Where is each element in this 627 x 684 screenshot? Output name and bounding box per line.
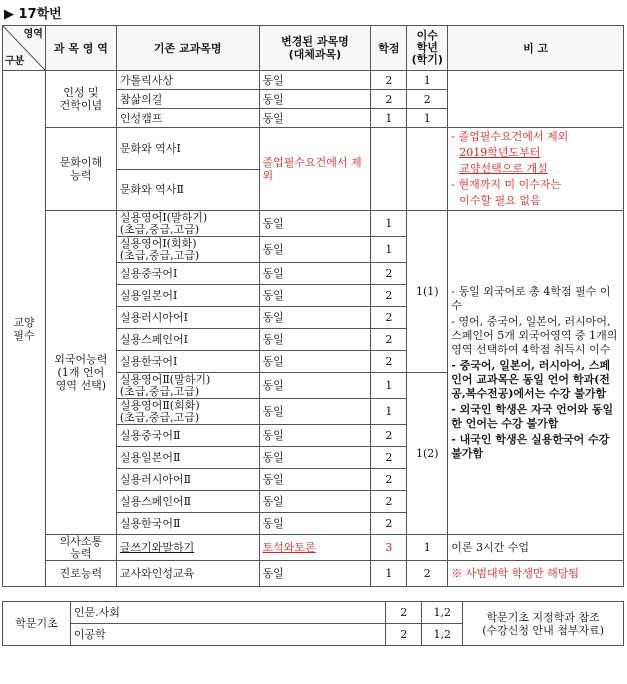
language-remark-line: - 영어, 중국어, 일본어, 러시아어, 스페인어 5개 외국어영역 중 1개의 영역 선택하여 4학점 취득시 이수 [451, 314, 618, 356]
header-changed-line1: 변경된 과목명 [281, 35, 349, 48]
course-existing: 실용스페인어Ⅰ [116, 329, 259, 351]
header-semester-line1: 이수 [416, 29, 438, 42]
academic-foundation-table [2, 601, 624, 646]
culture-remark-line: - 졸업필수요건에서 제외 [451, 130, 569, 143]
header-area-bottom: 구분 [5, 56, 25, 67]
course-existing: 실용일본어Ⅰ [116, 285, 259, 307]
course-changed: 동일 [259, 109, 371, 128]
foundation-credits: 2 [386, 602, 422, 624]
course-existing: 교사와인성교육 [116, 561, 259, 587]
table-row [3, 602, 624, 624]
header-row [3, 26, 624, 71]
course-credits: 3 [371, 535, 407, 561]
header-course-area: 과 목 영 역 [45, 26, 116, 71]
page-heading: ▶ 17학번 [4, 7, 62, 22]
course-changed: 동일 [259, 469, 371, 491]
course-changed: 동일 [259, 399, 371, 425]
course-existing: 실용한국어Ⅱ [116, 513, 259, 535]
header-changed-line2: (대체과목) [288, 48, 342, 61]
course-existing: 문화와 역사Ⅱ [116, 169, 259, 211]
course-existing: 실용일본어Ⅱ [116, 447, 259, 469]
course-existing: 실용영어Ⅰ(말하기) (초급,중급,고급) [116, 211, 259, 237]
course-credits: 2 [371, 71, 407, 90]
course-changed: 동일 [259, 90, 371, 109]
course-changed: 동일 [259, 447, 371, 469]
course-credits: 2 [371, 285, 407, 307]
foundation-semester: 1,2 [422, 602, 463, 624]
course-changed: 토석와토론 [259, 535, 371, 561]
foundation-name: 이공학 [70, 624, 385, 646]
course-semester: 1 [407, 109, 448, 128]
course-credits: 2 [371, 307, 407, 329]
header-remarks: 비 고 [448, 26, 624, 71]
course-credits: 2 [371, 329, 407, 351]
language-remarks [448, 211, 624, 535]
course-semester: 2 [407, 561, 448, 587]
table-row [3, 561, 624, 587]
course-changed: 동일 [259, 263, 371, 285]
language-remark-line: - 동일 외국어로 총 4학점 필수 이수 [451, 284, 611, 312]
course-changed: 동일 [259, 211, 371, 237]
language-remark-line: - 중국어, 일본어, 러시아어, 스페인어 교과목은 동일 언어 학과(전공,복수전공)에서는 수강 불가함 [451, 358, 611, 400]
course-changed: 동일 [259, 237, 371, 263]
course-existing: 실용영어Ⅱ(말하기) (초급,중급,고급) [116, 373, 259, 399]
course-changed: 동일 [259, 491, 371, 513]
header-semester [407, 26, 448, 71]
language-semester-1: 1(1) [407, 211, 448, 373]
course-changed: 동일 [259, 561, 371, 587]
culture-remark-line: 2019학년도부터 [459, 146, 541, 159]
header-area-top: 영역 [23, 29, 43, 40]
course-credits: 2 [371, 513, 407, 535]
foundation-name: 인문.사회 [70, 602, 385, 624]
foundation-semester: 1,2 [422, 624, 463, 646]
language-semester-2: 1(2) [407, 373, 448, 535]
course-credits: 1 [371, 373, 407, 399]
course-remark: ※ 사범대학 학생만 해당됨 [448, 561, 624, 587]
course-existing: 글쓰기와말하기 [116, 535, 259, 561]
group-culture: 문화이해 능력 [45, 128, 116, 211]
course-changed: 동일 [259, 307, 371, 329]
course-credits: 2 [371, 263, 407, 285]
header-semester-line2: 학년 [416, 41, 438, 54]
course-remark: 이론 3시간 수업 [448, 535, 624, 561]
course-changed: 동일 [259, 513, 371, 535]
course-credits: 2 [371, 425, 407, 447]
course-existing: 실용한국어Ⅰ [116, 351, 259, 373]
header-semester-line3: (학기) [411, 53, 443, 66]
course-credits: 1 [371, 561, 407, 587]
course-changed: 동일 [259, 285, 371, 307]
course-existing: 실용영어Ⅱ(회화) (초급,중급,고급) [116, 399, 259, 425]
course-changed: 동일 [259, 373, 371, 399]
course-changed: 동일 [259, 329, 371, 351]
course-existing: 실용러시아어Ⅰ [116, 307, 259, 329]
course-existing: 문화와 역사Ⅰ [116, 128, 259, 170]
culture-changed: 졸업필수요건에서 제외 [259, 128, 371, 211]
course-credits: 1 [371, 399, 407, 425]
course-existing: 실용중국어Ⅱ [116, 425, 259, 447]
group-language: 외국어능력 (1개 언어 영역 선택) [45, 211, 116, 535]
course-credits: 1 [371, 211, 407, 237]
table-row [3, 128, 624, 170]
course-existing: 실용스페인어Ⅱ [116, 491, 259, 513]
course-semester: 1 [407, 71, 448, 90]
course-credits: 2 [371, 447, 407, 469]
culture-remarks [448, 128, 624, 211]
course-semester: 2 [407, 90, 448, 109]
table-row [3, 71, 624, 90]
course-credits: 2 [371, 469, 407, 491]
remark-empty [448, 71, 624, 128]
main-area-label: 교양 필수 [3, 71, 46, 587]
header-existing: 기존 교과목명 [116, 26, 259, 71]
course-existing: 참삶의길 [116, 90, 259, 109]
header-changed [259, 26, 371, 71]
culture-credits-empty [371, 128, 407, 211]
foundation-credits: 2 [386, 624, 422, 646]
foundation-label: 학문기초 [3, 602, 71, 646]
course-existing: 실용러시아어Ⅱ [116, 469, 259, 491]
culture-remark-line: - 현재까지 미 이수자는 [451, 178, 562, 191]
language-remark-line: - 외국인 학생은 자국 언어와 동일한 언어는 수강 불가함 [451, 402, 614, 430]
course-existing: 실용영어Ⅰ(회화) (초급,중급,고급) [116, 237, 259, 263]
header-credits: 학점 [371, 26, 407, 71]
course-changed: 동일 [259, 425, 371, 447]
header-area-cell [3, 26, 46, 71]
group-character: 인성 및 건학이념 [45, 71, 116, 128]
language-remark-line: - 내국인 학생은 실용한국어 수강 불가함 [451, 432, 610, 460]
course-credits: 2 [371, 90, 407, 109]
course-credits: 2 [371, 351, 407, 373]
curriculum-table [2, 25, 624, 587]
table-row [3, 211, 624, 237]
course-existing: 가톨릭사상 [116, 71, 259, 90]
course-changed: 동일 [259, 71, 371, 90]
culture-remark-line: 이수할 필요 없음 [459, 194, 541, 207]
culture-remark-line: 교양선택으로 개설 [459, 162, 548, 175]
course-existing: 인성캠프 [116, 109, 259, 128]
course-existing: 실용중국어Ⅰ [116, 263, 259, 285]
table-row [3, 535, 624, 561]
course-credits: 1 [371, 237, 407, 263]
group-communication: 의사소통 능력 [45, 535, 116, 561]
course-credits: 1 [371, 109, 407, 128]
course-changed: 동일 [259, 351, 371, 373]
foundation-remark: 학문기초 지정학과 참조 (수강신청 안내 첨부자료) [463, 602, 624, 646]
course-semester: 1 [407, 535, 448, 561]
group-career: 진로능력 [45, 561, 116, 587]
course-credits: 2 [371, 491, 407, 513]
culture-semester-empty [407, 128, 448, 211]
